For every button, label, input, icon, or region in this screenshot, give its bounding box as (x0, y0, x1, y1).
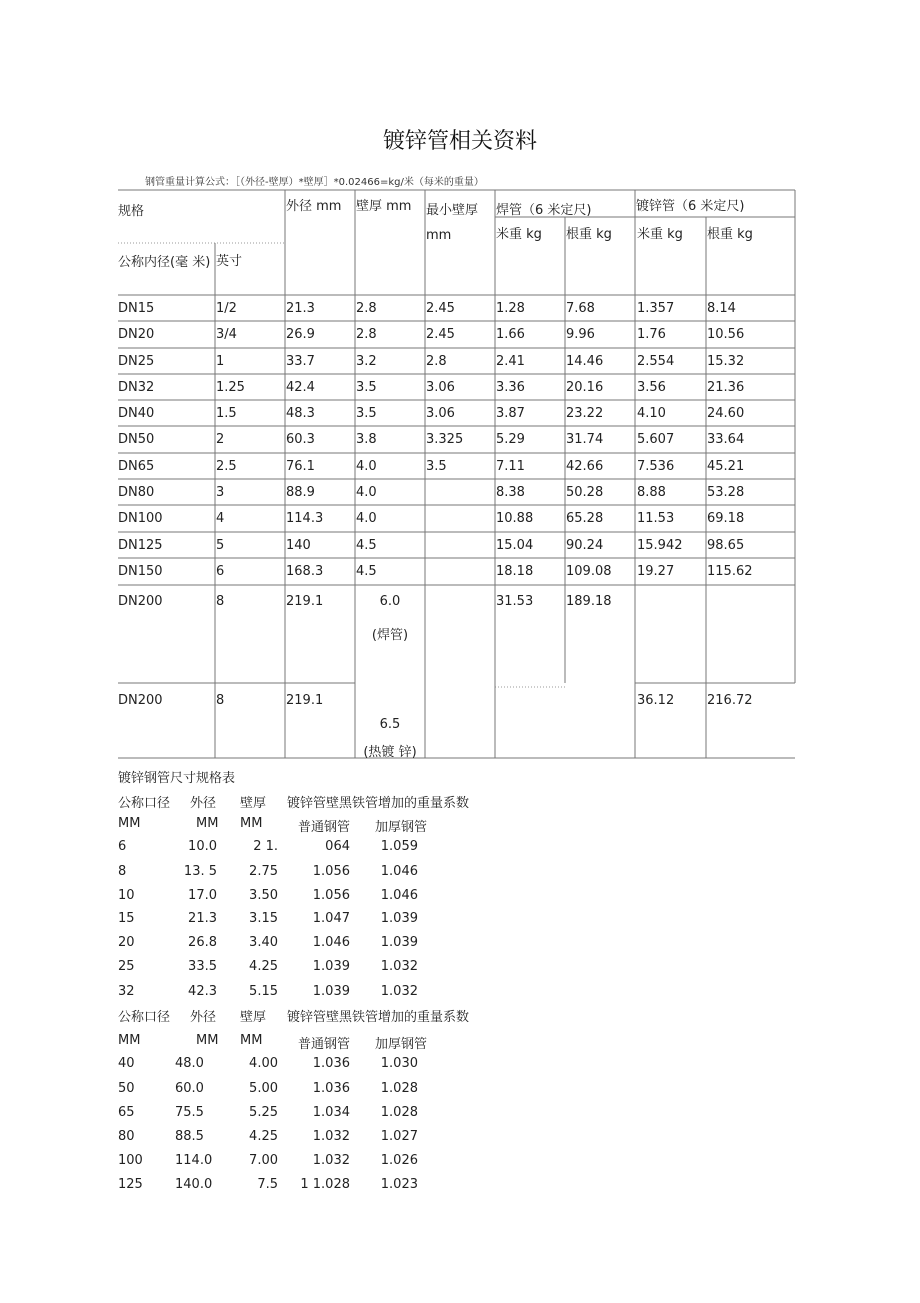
cell-wall: 4.00 (249, 1056, 278, 1071)
dn200-welded-inch: 8 (216, 594, 225, 609)
cell-galv-per-m: 8.88 (637, 485, 666, 500)
dn200-galv-note: (热镀 锌) (363, 745, 417, 760)
cell-thick-coef: 1.032 (380, 984, 418, 999)
col-unit: MM (196, 1033, 219, 1048)
cell-galv-per-m: 19.27 (637, 564, 675, 579)
cell-wall: 3.15 (249, 911, 278, 926)
cell-wall: 5.15 (249, 984, 278, 999)
cell-wall: 2.75 (249, 864, 278, 879)
table2-row (0, 959, 920, 979)
header-welded-per-pc: 根重 kg (566, 227, 612, 242)
table2-row (0, 984, 920, 1004)
cell-dn: DN32 (118, 380, 155, 395)
cell-outer-dia: 13. 5 (183, 864, 217, 879)
cell-galv-per-pc: 115.62 (707, 564, 753, 579)
cell-wall: 4.25 (249, 959, 278, 974)
cell-welded-per-m: 15.04 (496, 538, 534, 553)
header-wall: 壁厚 mm (356, 199, 412, 214)
table2-row (0, 1177, 920, 1197)
page-title: 镀锌管相关资料 (382, 129, 537, 154)
cell-outer-dia: 42.3 (188, 984, 217, 999)
cell-outer-dia: 88.9 (286, 485, 315, 500)
cell-nominal-dia: 10 (118, 888, 135, 903)
col-unit: MM (196, 816, 219, 831)
cell-normal-coef: 1.036 (312, 1081, 350, 1096)
cell-wall: 4.25 (249, 1129, 278, 1144)
cell-wall: 2.8 (356, 301, 377, 316)
cell-galv-per-m: 5.607 (637, 432, 675, 447)
col-nominal-dia: 公称口径 (118, 796, 171, 811)
cell-nominal-dia: 25 (118, 959, 135, 974)
cell-nominal-dia: 15 (118, 911, 135, 926)
col-unit: MM (240, 816, 263, 831)
cell-normal-coef: 1.034 (312, 1105, 350, 1120)
cell-welded-per-m: 3.87 (496, 406, 525, 421)
cell-welded-per-m: 5.29 (496, 432, 525, 447)
cell-outer-dia: 26.9 (286, 327, 315, 342)
cell-dn: DN125 (118, 538, 163, 553)
cell-inch: 3 (216, 485, 225, 500)
cell-thick-coef: 1.030 (380, 1056, 418, 1071)
cell-welded-per-pc: 20.16 (566, 380, 604, 395)
cell-inch: 5 (216, 538, 225, 553)
cell-min-wall: 3.06 (426, 380, 455, 395)
cell-welded-per-m: 10.88 (496, 511, 534, 526)
table2-units (0, 816, 920, 836)
cell-inch: 2.5 (216, 459, 237, 474)
dn200-galv-outer: 219.1 (286, 693, 324, 708)
cell-welded-per-pc: 9.96 (566, 327, 595, 342)
cell-nominal-dia: 6 (118, 839, 127, 854)
cell-wall: 3.2 (356, 354, 377, 369)
col-unit: MM (118, 1033, 141, 1048)
table2-row (0, 839, 920, 859)
cell-inch: 2 (216, 432, 225, 447)
col-coefficient: 镀锌管壁黑铁管增加的重量系数 (287, 796, 470, 811)
dn200-galv-name: DN200 (118, 693, 163, 708)
dn200-galv-inch: 8 (216, 693, 225, 708)
cell-outer-dia: 42.4 (286, 380, 315, 395)
cell-outer-dia: 60.3 (286, 432, 315, 447)
cell-welded-per-m: 7.11 (496, 459, 525, 474)
cell-galv-per-pc: 33.64 (707, 432, 745, 447)
cell-wall: 3.50 (249, 888, 278, 903)
cell-normal-coef: 1.032 (312, 1129, 350, 1144)
cell-welded-per-pc: 7.68 (566, 301, 595, 316)
cell-welded-per-pc: 65.28 (566, 511, 604, 526)
cell-normal-coef: 1.039 (312, 959, 350, 974)
cell-galv-per-pc: 53.28 (707, 485, 745, 500)
cell-galv-per-m: 11.53 (637, 511, 675, 526)
cell-welded-per-pc: 31.74 (566, 432, 604, 447)
dn200-galv-per-m: 36.12 (637, 693, 675, 708)
header-welded-pipe: 焊管（6 米定尺) (496, 203, 592, 218)
col-coefficient: 镀锌管壁黑铁管增加的重量系数 (287, 1010, 470, 1025)
header-galv-per-pc: 根重 kg (707, 227, 753, 242)
cell-wall: 4.0 (356, 459, 377, 474)
cell-galv-per-m: 3.56 (637, 380, 666, 395)
size-spec-title: 镀锌钢管尺寸规格表 (118, 771, 236, 786)
table2-header (0, 1006, 920, 1026)
weight-formula: 钢管重量计算公式：［（外径-壁厚）*壁厚］*0.02466=kg/米（每米的重量） (145, 177, 484, 188)
header-galv-per-m: 米重 kg (637, 227, 683, 242)
cell-outer-dia: 33.5 (188, 959, 217, 974)
cell-outer-dia: 21.3 (188, 911, 217, 926)
header-min-wall-unit: mm (426, 228, 452, 243)
cell-galv-per-m: 15.942 (637, 538, 683, 553)
cell-thick-coef: 1.039 (380, 911, 418, 926)
cell-outer-dia: 48.0 (175, 1056, 204, 1071)
cell-galv-per-m: 4.10 (637, 406, 666, 421)
cell-wall: 7.00 (249, 1153, 278, 1168)
cell-outer-dia: 75.5 (175, 1105, 204, 1120)
cell-normal-coef: 1.032 (312, 1153, 350, 1168)
cell-welded-per-pc: 42.66 (566, 459, 604, 474)
cell-thick-coef: 1.046 (380, 888, 418, 903)
cell-min-wall: 3.06 (426, 406, 455, 421)
cell-welded-per-pc: 90.24 (566, 538, 604, 553)
col-normal-pipe: 普通钢管 (298, 1037, 351, 1052)
cell-welded-per-m: 2.41 (496, 354, 525, 369)
cell-thick-coef: 1.027 (380, 1129, 418, 1144)
cell-inch: 1.5 (216, 406, 237, 421)
cell-nominal-dia: 80 (118, 1129, 135, 1144)
cell-min-wall: 3.325 (426, 432, 464, 447)
header-welded-per-m: 米重 kg (496, 227, 542, 242)
header-spec: 规格 (118, 204, 145, 219)
cell-welded-per-pc: 14.46 (566, 354, 604, 369)
col-outer-dia: 外径 (190, 796, 217, 811)
dn200-welded-outer: 219.1 (286, 594, 324, 609)
cell-wall: 3.8 (356, 432, 377, 447)
cell-inch: 1 (216, 354, 225, 369)
cell-outer-dia: 10.0 (188, 839, 217, 854)
cell-outer-dia: 21.3 (286, 301, 315, 316)
cell-galv-per-m: 2.554 (637, 354, 675, 369)
cell-min-wall: 2.45 (426, 301, 455, 316)
cell-normal-coef: 1.056 (312, 864, 350, 879)
dn200-welded-per-m: 31.53 (496, 594, 534, 609)
cell-dn: DN15 (118, 301, 155, 316)
cell-nominal-dia: 100 (118, 1153, 143, 1168)
table2-row (0, 1153, 920, 1173)
cell-galv-per-m: 1.76 (637, 327, 666, 342)
cell-wall: 4.5 (356, 564, 377, 579)
col-outer-dia: 外径 (190, 1010, 217, 1025)
table2-header (0, 792, 920, 812)
cell-dn: DN20 (118, 327, 155, 342)
cell-welded-per-m: 3.36 (496, 380, 525, 395)
cell-outer-dia: 88.5 (175, 1129, 204, 1144)
cell-wall: 3.40 (249, 935, 278, 950)
cell-galv-per-pc: 10.56 (707, 327, 745, 342)
cell-min-wall: 2.45 (426, 327, 455, 342)
table2-row (0, 1129, 920, 1149)
table2-units (0, 1033, 920, 1053)
col-nominal-dia: 公称口径 (118, 1010, 171, 1025)
col-wall: 壁厚 (240, 1010, 267, 1025)
cell-wall: 4.0 (356, 485, 377, 500)
table2-row (0, 1105, 920, 1125)
cell-welded-per-m: 8.38 (496, 485, 525, 500)
cell-galv-per-m: 7.536 (637, 459, 675, 474)
cell-outer-dia: 76.1 (286, 459, 315, 474)
dn200-welded-per-pc: 189.18 (566, 594, 612, 609)
col-unit: MM (118, 816, 141, 831)
cell-outer-dia: 48.3 (286, 406, 315, 421)
dn200-galv-per-pc: 216.72 (707, 693, 753, 708)
cell-normal-coef: 1.056 (312, 888, 350, 903)
cell-nominal-dia: 65 (118, 1105, 135, 1120)
cell-normal-coef: 1 1.028 (300, 1177, 350, 1192)
table2-row (0, 911, 920, 931)
cell-dn: DN40 (118, 406, 155, 421)
cell-welded-per-m: 18.18 (496, 564, 534, 579)
cell-normal-coef: 064 (325, 839, 350, 854)
cell-galv-per-pc: 45.21 (707, 459, 745, 474)
cell-welded-per-m: 1.66 (496, 327, 525, 342)
col-thick-pipe: 加厚钢管 (375, 1037, 428, 1052)
table2-row (0, 1081, 920, 1101)
cell-outer-dia: 140.0 (175, 1177, 213, 1192)
cell-thick-coef: 1.032 (380, 959, 418, 974)
cell-outer-dia: 17.0 (188, 888, 217, 903)
cell-outer-dia: 26.8 (188, 935, 217, 950)
dn200-welded-note: (焊管) (371, 628, 409, 643)
cell-dn: DN25 (118, 354, 155, 369)
header-nominal-dia: 公称内径(毫 米) (118, 255, 211, 270)
cell-inch: 1.25 (216, 380, 245, 395)
cell-dn: DN100 (118, 511, 163, 526)
cell-outer-dia: 60.0 (175, 1081, 204, 1096)
cell-galv-per-pc: 21.36 (707, 380, 745, 395)
cell-outer-dia: 168.3 (286, 564, 324, 579)
cell-inch: 6 (216, 564, 225, 579)
dn200-galv-wall: 6.5 (379, 717, 401, 732)
dn200-welded-wall: 6.0 (379, 594, 401, 609)
cell-outer-dia: 33.7 (286, 354, 315, 369)
cell-nominal-dia: 50 (118, 1081, 135, 1096)
cell-inch: 1/2 (216, 301, 237, 316)
cell-wall: 3.5 (356, 380, 377, 395)
header-outer-dia: 外径 mm (286, 199, 342, 214)
cell-inch: 3/4 (216, 327, 237, 342)
cell-welded-per-pc: 23.22 (566, 406, 604, 421)
cell-dn: DN65 (118, 459, 155, 474)
cell-wall: 7.5 (257, 1177, 278, 1192)
col-normal-pipe: 普通钢管 (298, 820, 351, 835)
cell-wall: 4.0 (356, 511, 377, 526)
cell-galv-per-pc: 15.32 (707, 354, 745, 369)
cell-wall: 5.00 (249, 1081, 278, 1096)
cell-galv-per-m: 1.357 (637, 301, 675, 316)
cell-thick-coef: 1.046 (380, 864, 418, 879)
cell-normal-coef: 1.047 (312, 911, 350, 926)
table2-row (0, 864, 920, 884)
cell-min-wall: 3.5 (426, 459, 447, 474)
cell-min-wall: 2.8 (426, 354, 447, 369)
cell-thick-coef: 1.026 (380, 1153, 418, 1168)
cell-outer-dia: 114.0 (175, 1153, 213, 1168)
col-unit: MM (240, 1033, 263, 1048)
cell-thick-coef: 1.028 (380, 1105, 418, 1120)
cell-normal-coef: 1.046 (312, 935, 350, 950)
cell-normal-coef: 1.039 (312, 984, 350, 999)
cell-nominal-dia: 8 (118, 864, 127, 879)
cell-wall: 4.5 (356, 538, 377, 553)
cell-thick-coef: 1.059 (380, 839, 418, 854)
cell-normal-coef: 1.036 (312, 1056, 350, 1071)
cell-outer-dia: 114.3 (286, 511, 324, 526)
cell-nominal-dia: 20 (118, 935, 135, 950)
cell-welded-per-pc: 109.08 (566, 564, 612, 579)
table2-row (0, 935, 920, 955)
cell-thick-coef: 1.023 (380, 1177, 418, 1192)
cell-wall: 2 1. (253, 839, 278, 854)
cell-wall: 3.5 (356, 406, 377, 421)
table2-row (0, 1056, 920, 1076)
header-min-wall: 最小壁厚 (426, 203, 479, 218)
table2-row (0, 888, 920, 908)
col-thick-pipe: 加厚钢管 (375, 820, 428, 835)
cell-thick-coef: 1.028 (380, 1081, 418, 1096)
cell-dn: DN50 (118, 432, 155, 447)
cell-nominal-dia: 32 (118, 984, 135, 999)
cell-wall: 5.25 (249, 1105, 278, 1120)
cell-welded-per-m: 1.28 (496, 301, 525, 316)
cell-welded-per-pc: 50.28 (566, 485, 604, 500)
cell-galv-per-pc: 69.18 (707, 511, 745, 526)
col-wall: 壁厚 (240, 796, 267, 811)
dn200-welded-name: DN200 (118, 594, 163, 609)
cell-nominal-dia: 40 (118, 1056, 135, 1071)
cell-galv-per-pc: 24.60 (707, 406, 745, 421)
cell-wall: 2.8 (356, 327, 377, 342)
header-inch: 英寸 (216, 254, 243, 269)
cell-dn: DN80 (118, 485, 155, 500)
cell-inch: 4 (216, 511, 225, 526)
cell-galv-per-pc: 98.65 (707, 538, 745, 553)
cell-galv-per-pc: 8.14 (707, 301, 736, 316)
cell-outer-dia: 140 (286, 538, 311, 553)
header-galvanized-pipe: 镀锌管（6 米定尺) (636, 199, 745, 214)
cell-thick-coef: 1.039 (380, 935, 418, 950)
cell-nominal-dia: 125 (118, 1177, 143, 1192)
cell-dn: DN150 (118, 564, 163, 579)
